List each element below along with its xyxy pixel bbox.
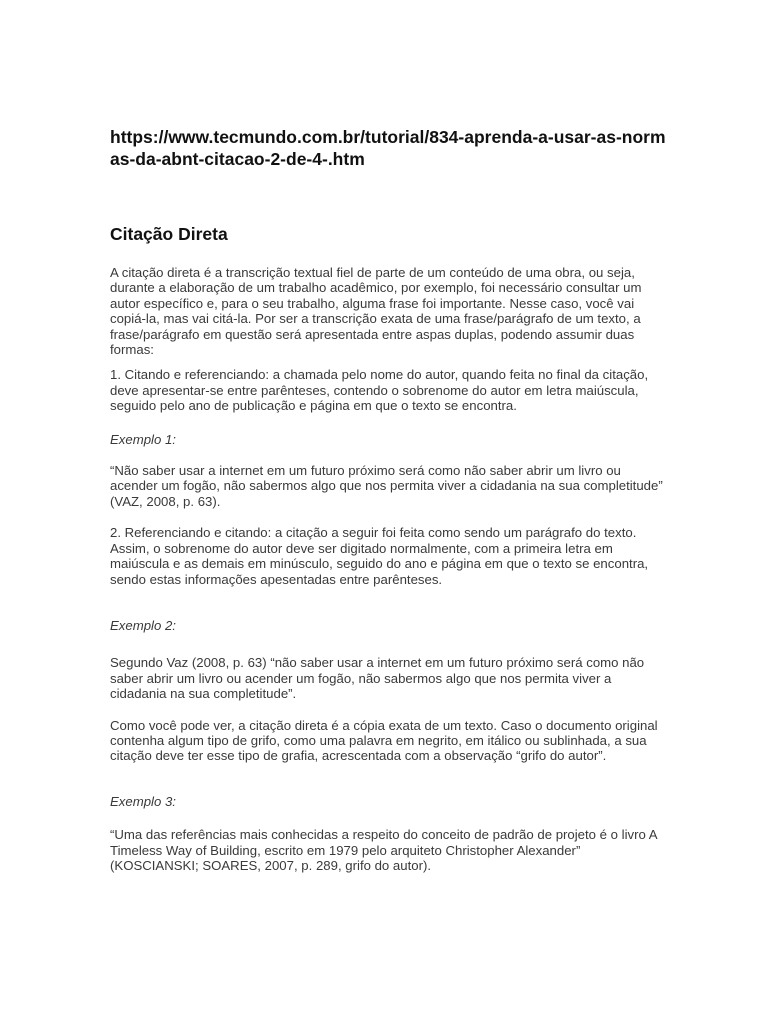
example2-label: Exemplo 2: [110,617,176,633]
example3-label: Exemplo 3: [110,793,176,809]
form2-paragraph: 2. Referenciando e citando: a citação a seguir foi feita como sendo um parágrafo do texto. Assim, o sobrenome do autor deve ser digitado normalmente, com a primeira letra em maiúscula e as demais em minúsculo, seguido do ano e página em que o texto se encontra, sendo estas informações apesentadas entre parênteses. [110,525,649,587]
example1-quote: “Não saber usar a internet em um futuro próximo será como não saber abrir um livro ou acender um fogão, não sabermos algo que nos permita viver a cidadania na sua completitude” (VAZ, 2008, p. 63). [110,463,663,509]
document-page [110,126,666,873]
example1-label: Exemplo 1: [110,431,176,447]
example2-quote: Segundo Vaz (2008, p. 63) “não saber usar a internet em um futuro próximo será como não saber abrir um livro ou acender um fogão, não sabermos algo que nos permita viver a cidadania na sua completitude”. [110,655,645,702]
intro-paragraph: A citação direta é a transcrição textual fiel de parte de um conteúdo de uma obra, ou seja, durante a elaboração de um trabalho acadêmico, por exemplo, foi necessário consultar um autor específico e, para o seu trabalho, alguma frase foi importante. Nesse caso, você vai copiá-la, mas vai citá-la. Por ser a transcrição exata de uma frase/parágrafo de um texto, a frase/parágrafo em questão será apresentada entre aspas duplas, podendo assumir duas formas: [110,265,642,358]
section-heading: Citação Direta [110,224,228,244]
grifo-paragraph: Como você pode ver, a citação direta é a cópia exata de um texto. Caso o documento original contenha algum tipo de grifo, como uma palavra em negrito, em itálico ou sublinhada, a sua citação deve ter esse tipo de grafia, acrescentada com a observação “grifo do autor”. [110,717,658,764]
form1-paragraph: 1. Citando e referenciando: a chamada pelo nome do autor, quando feita no final da citação, deve apresentar-se entre parênteses, contendo o sobrenome do autor em letra maiúscula, seguido pelo ano de publicação e página em que o texto se encontra. [110,367,649,414]
source-url: https://www.tecmundo.com.br/tutorial/834-aprenda-a-usar-as-normas-da-abnt-citacao-2-de-4-.htm [110,127,666,169]
example3-quote: “Uma das referências mais conhecidas a respeito do conceito de padrão de projeto é o livro A Timeless Way of Building, escrito em 1979 pelo arquiteto Christopher Alexander” (KOSCIANSKI; SOARES, 2007, p. 289, grifo do autor). [110,827,657,873]
